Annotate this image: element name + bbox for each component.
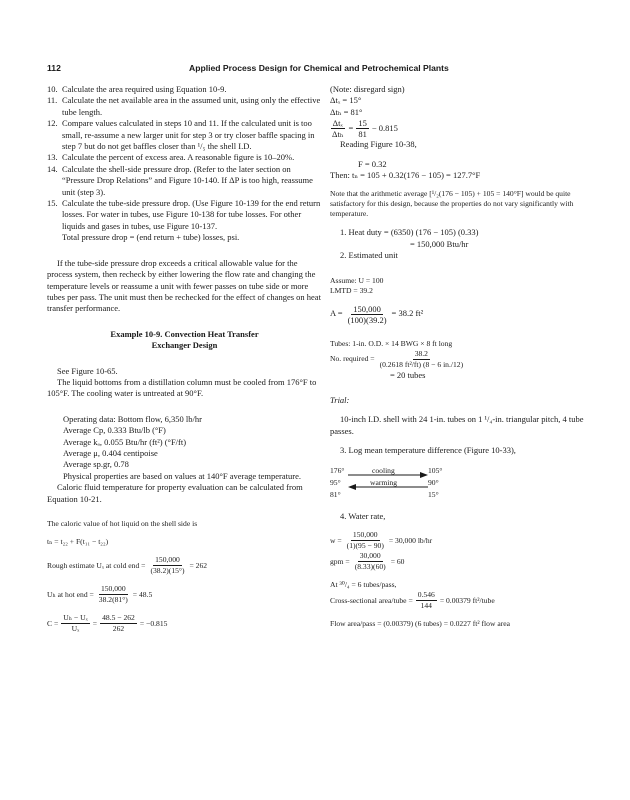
assume-u: Assume: U = 100 bbox=[330, 275, 384, 285]
heat-duty: 1. Heat duty = (6350) (176 − 105) (0.33) bbox=[340, 227, 479, 238]
operating-line: Physical properties are based on values at 140°F average temperature. bbox=[63, 470, 302, 481]
delta-t-hot: Δtₕ = 81° bbox=[330, 106, 363, 117]
trial-label: Trial: bbox=[330, 395, 350, 406]
operating-line: Average sp.gr, 0.78 bbox=[63, 459, 129, 470]
lmtd-value: LMTD = 39.2 bbox=[330, 285, 373, 295]
caloric-value-text: The caloric value of hot liquid on the shell side is bbox=[47, 519, 198, 528]
c-equation: C = $\frac{\text{Uₕ − Uₓ}}{\text{Uₓ}}$ = $\frac{48.5 - 262}{262}$ = −0.815 bbox=[47, 613, 168, 633]
rough-estimate-equation: Rough estimate Uₓ at cold end = $\frac{150,000}{(38.2)(15^\circ)}$ = 262 bbox=[47, 555, 208, 575]
right-column bbox=[330, 84, 590, 629]
heat-duty-value: = 150,000 Btu/hr bbox=[410, 238, 469, 249]
step-12: 12. Compare values calculated in steps 10 and 11. If the calculated unit is too small, re-assume a new larger unit for step 3 or try closer baffle spacing in step 7 but do not get baffles closer than ¹/₅ the shell I.D. bbox=[47, 118, 315, 152]
operating-line: Average Cp, 0.333 Btu/lb (°F) bbox=[63, 425, 166, 436]
step-10: 10. Calculate the area required using Equation 10-9. bbox=[47, 84, 227, 94]
trial-text: 10-inch I.D. shell with 24 1-in. tubes on 1 ¹/₄-in. triangular pitch, 4 tube passes. bbox=[330, 414, 584, 436]
tubes-spec: Tubes: 1-in. O.D. × 14 BWG × 8 ft long bbox=[330, 338, 453, 348]
ratio-equation: $\frac{\text{Δtₓ}}{\text{Δtₕ}}$ = $\frac{15}{81}$ − 0.815 bbox=[332, 118, 398, 140]
running-title: Applied Process Design for Chemical and Petrochemical Plants bbox=[189, 63, 449, 73]
tubes-required-equation: No. required = $\frac{38.2}{\text{(0.2618 ft²/ft) (8 − 6 in./12)}}$ bbox=[330, 348, 464, 369]
water-in-temp: 90° bbox=[428, 477, 439, 487]
flow-diagram bbox=[330, 465, 490, 503]
left-column bbox=[47, 84, 322, 634]
note-disregard: (Note: disregard sign) bbox=[330, 84, 405, 94]
lmtd-step: 3. Log mean temperature difference (Figure 10-33), bbox=[340, 445, 516, 456]
procedure-steps bbox=[47, 84, 322, 244]
hot-in-temp: 176° bbox=[330, 465, 345, 475]
warming-label: warming bbox=[370, 477, 397, 487]
then-equation: Then: tₙ = 105 + 0.32(176 − 105) = 127.7°F bbox=[330, 170, 481, 181]
water-out-temp: 95° bbox=[330, 477, 341, 487]
see-figure: See Figure 10-65. bbox=[57, 365, 118, 376]
f-value: F = 0.32 bbox=[358, 158, 387, 169]
step-15: 15. Calculate the tube-side pressure drop. (Use Figure 10-139 for the end return losses. For water in tubes, use Figure 10-138 for tube losses. For other liquids and gases in tubes, use Figure 10-137. bbox=[47, 198, 321, 231]
tubes-per-pass: At ³⁰/₄ = 6 tubes/pass, bbox=[330, 580, 397, 590]
total-pressure-drop: Total pressure drop = (end return + tube) losses, psi. bbox=[62, 232, 240, 243]
example-subtitle: Exchanger Design bbox=[151, 340, 218, 351]
hot-out-temp: 105° bbox=[428, 465, 443, 475]
note-arithmetic: Note that the arithmetic average [¹/₂(176 − 105) + 105 = 140°F] would be quite satisfactory for this design, because the properties do not vary significantly with temperature. bbox=[330, 189, 574, 219]
hot-end-dt: 81° bbox=[330, 489, 341, 499]
step-13: 13. Calculate the percent of excess area. A reasonable figure is 10–20%. bbox=[47, 152, 295, 163]
cooling-label: cooling bbox=[372, 465, 395, 475]
operating-line: Average kₐ, 0.055 Btu/hr (ft²) (°F/ft) bbox=[63, 436, 187, 447]
water-rate-equation: w = $\frac{150,000}{(1)(95 - 90)}$ = 30,000 lb/hr bbox=[330, 530, 433, 551]
caloric-text: Caloric fluid temperature for property evaluation can be calculated from Equation 10-21. bbox=[47, 482, 303, 504]
caloric-equation: tₙ = t₂₂ + F(t₁₁ − t₂₂) bbox=[47, 537, 109, 546]
example-title: Example 10-9. Convection Heat Transfer bbox=[110, 328, 259, 339]
step-14: 14. Calculate the shell-side pressure drop. (Refer to the later section on “Pressure Drop Relations” and Figure 10-140. If ΔP is too high, reassume unit (step 3). bbox=[47, 163, 313, 197]
tubes-required-result: = 20 tubes bbox=[390, 369, 426, 380]
cross-section-equation: Cross-sectional area/tube = $\frac{0.546}{144}$ = 0.00379 ft²/tube bbox=[330, 590, 495, 611]
delta-t-cold: Δtₓ = 15° bbox=[330, 95, 362, 106]
operating-data bbox=[47, 414, 322, 482]
estimated-unit: 2. Estimated unit bbox=[340, 250, 398, 261]
reading-figure: Reading Figure 10-38, bbox=[340, 139, 417, 150]
water-rate-step: 4. Water rate, bbox=[340, 510, 386, 521]
hot-end-equation: Uₕ at hot end = $\frac{150,000}{38.2(81^\circ)}$ = 48.5 bbox=[47, 584, 153, 604]
gpm-equation: gpm = $\frac{30,000}{(8.33)(60)}$ = 60 bbox=[330, 551, 405, 572]
paragraph-recheck: If the tube-side pressure drop exceeds a critical allowable value for the process system, then recheck by either lowering the flow rate and changing the temperature levels or reassume a unit with fewer passes on tube side or more tubes per pass. The unit must then be rechecked for the effect of changes on heat transfer performance. bbox=[47, 257, 321, 314]
step-11: 11. Calculate the net available area in the assumed unit, using only the effective tube length. bbox=[47, 95, 321, 117]
warming-arrow bbox=[348, 484, 428, 490]
area-equation: A = $\frac{150,000}{(100)(39.2)}$ = 38.2 ft² bbox=[330, 303, 424, 325]
cold-end-dt: 15° bbox=[428, 489, 439, 499]
operating-line: Operating data: Bottom flow, 6,350 lb/hr bbox=[63, 413, 202, 424]
operating-line: Average μ, 0.404 centipoise bbox=[63, 447, 158, 458]
page-number: 112 bbox=[47, 63, 61, 73]
flow-area-per-pass: Flow area/pass = (0.00379) (6 tubes) = 0.0227 ft² flow area bbox=[330, 619, 510, 629]
paragraph-bottoms: The liquid bottoms from a distillation column must be cooled from 176°F to 105°F. The cooling water is untreated at 90°F. bbox=[47, 376, 317, 399]
